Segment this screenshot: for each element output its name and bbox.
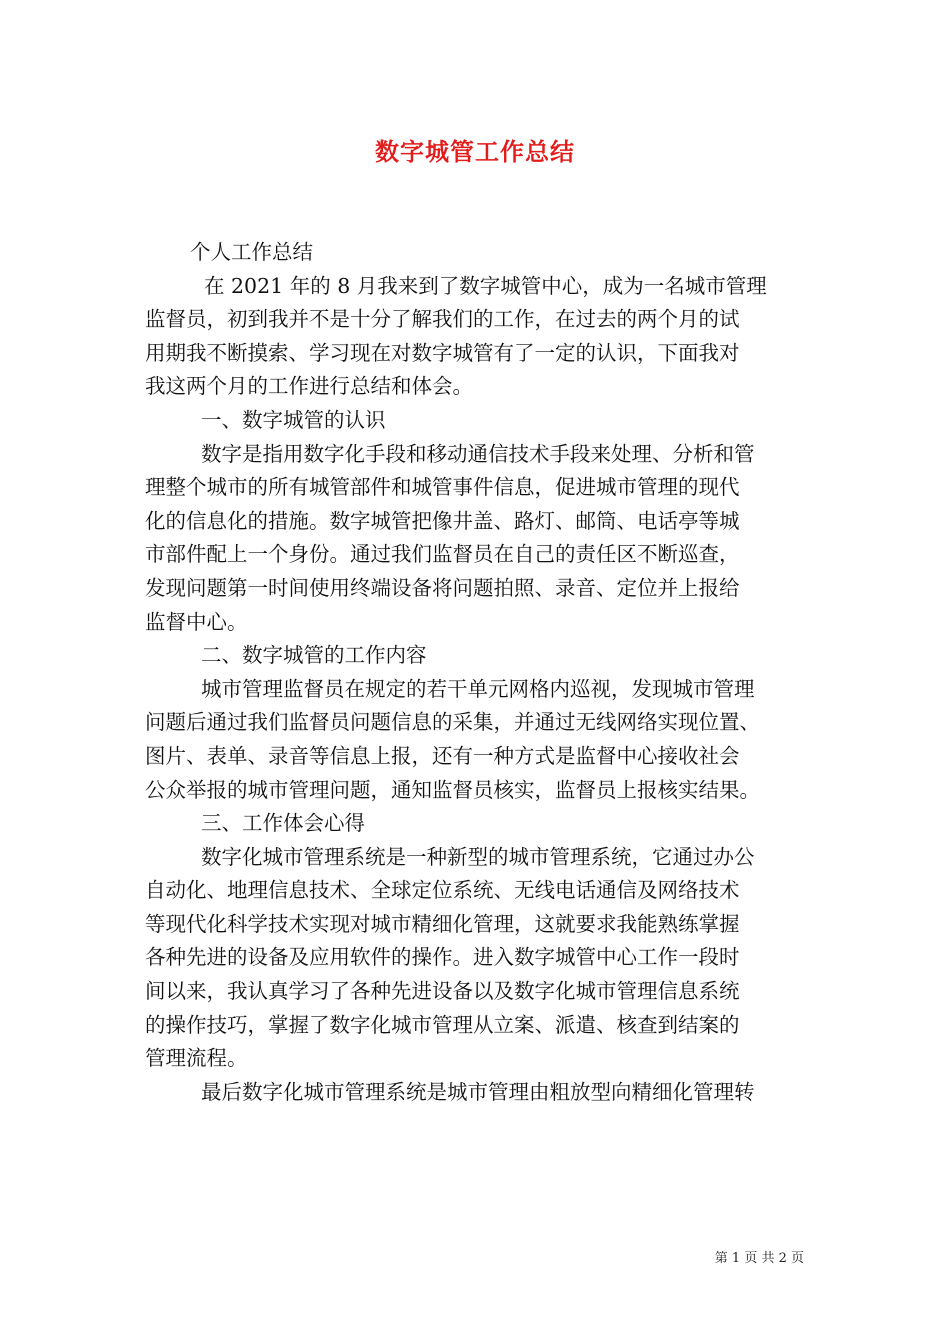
paragraph-line: 公众举报的城市管理问题，通知监督员核实，监督员上报核实结果。	[145, 777, 760, 802]
section-heading: 二、数字城管的工作内容	[201, 643, 427, 668]
paragraph-line: 等现代化科学技术实现对城市精细化管理，这就要求我能熟练掌握	[145, 911, 740, 936]
paragraph-line: 市部件配上一个身份。通过我们监督员在自己的责任区不断巡查，	[145, 542, 740, 567]
paragraph-line: 图片、表单、录音等信息上报，还有一种方式是监督中心接收社会	[145, 743, 740, 768]
paragraph-line: 化的信息化的措施。数字城管把像井盖、路灯、邮筒、电话亭等城	[145, 508, 740, 533]
paragraph-line: 我这两个月的工作进行总结和体会。	[145, 374, 473, 399]
paragraph-line: 用期我不断摸索、学习现在对数字城管有了一定的认识，下面我对	[145, 340, 740, 365]
paragraph-line: 管理流程。	[145, 1046, 248, 1071]
section-heading: 一、数字城管的认识	[201, 407, 386, 432]
paragraph-line: 个人工作总结	[190, 240, 313, 264]
paragraph-line: 监督员，初到我并不是十分了解我们的工作，在过去的两个月的试	[145, 307, 740, 332]
paragraph-line: 理整个城市的所有城管部件和城管事件信息，促进城市管理的现代	[145, 475, 740, 500]
document-body	[145, 236, 810, 1109]
paragraph-line: 自动化、地理信息技术、全球定位系统、无线电话通信及网络技术	[145, 878, 740, 903]
paragraph-line: 监督中心。	[145, 609, 248, 634]
paragraph-line: 数字化城市管理系统是一种新型的城市管理系统，它通过办公	[201, 844, 755, 869]
paragraph-line: 问题后通过我们监督员问题信息的采集，并通过无线网络实现位置、	[145, 710, 760, 735]
paragraph-line: 的操作技巧，掌握了数字化城市管理从立案、派遣、核查到结案的	[145, 1012, 740, 1037]
section-heading: 三、工作体会心得	[201, 811, 365, 836]
paragraph-line: 各种先进的设备及应用软件的操作。进入数字城管中心工作一段时	[145, 945, 740, 970]
paragraph-line: 最后数字化城市管理系统是城市管理由粗放型向精细化管理转	[201, 1079, 755, 1104]
page-indicator: 第 1 页 共 2 页	[714, 1251, 804, 1266]
paragraph-line: 数字是指用数字化手段和移动通信技术手段来处理、分析和管	[201, 441, 755, 466]
paragraph-line: 在 2021 年的 8 月我来到了数字城管中心，成为一名城市管理	[204, 273, 767, 298]
paragraph-line: 城市管理监督员在规定的若干单元网格内巡视，发现城市管理	[201, 676, 755, 701]
paragraph-line: 间以来，我认真学习了各种先进设备以及数字化城市管理信息系统	[145, 979, 740, 1004]
paragraph-line: 发现问题第一时间使用终端设备将问题拍照、录音、定位并上报给	[145, 575, 740, 600]
document-title: 数字城管工作总结	[375, 138, 575, 166]
